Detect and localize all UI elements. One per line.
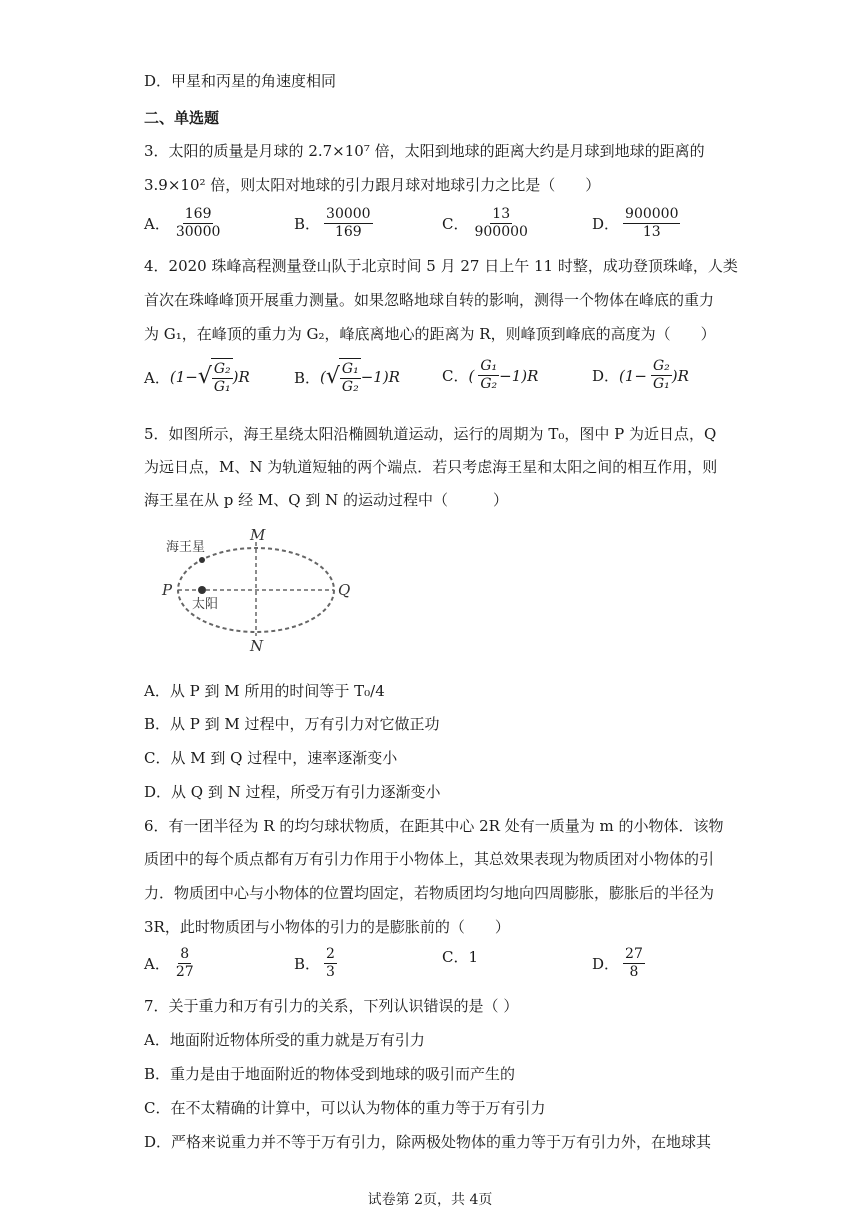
numerator: G₁	[341, 361, 359, 377]
numerator: 8	[180, 946, 190, 962]
point-n-label: N	[250, 637, 264, 655]
numerator: G₁	[480, 358, 498, 374]
q4-option-a[interactable]	[144, 358, 250, 396]
expr-prefix: (	[468, 366, 475, 385]
q4-option-d[interactable]	[592, 358, 689, 393]
expr-prefix: (	[320, 368, 326, 386]
q5-option-a[interactable]: A．从 P 到 M 所用的时间等于 T₀/4	[144, 682, 385, 700]
fraction	[174, 946, 196, 981]
fraction	[478, 358, 499, 393]
denominator: G₁	[653, 376, 670, 392]
option-label: C．	[442, 948, 469, 966]
q5-text-1: 5．如图所示，海王星绕太阳沿椭圆轨道运动，运行的周期为 T₀，图中 P 为近日点，Q	[144, 425, 717, 443]
option-label: B．	[294, 368, 321, 387]
neptune-dot	[199, 557, 205, 563]
fraction	[623, 946, 645, 981]
option-label: C．	[442, 215, 469, 233]
q3-option-d[interactable]	[592, 206, 680, 241]
numerator: G₂	[653, 358, 670, 374]
fraction	[623, 206, 680, 241]
option-label: D．	[592, 955, 620, 973]
option-value: 1	[468, 947, 479, 966]
sqrt-symbol: √ $\frac{\text{G₂}}{\text{G₁}}$	[198, 358, 233, 396]
fraction	[174, 206, 223, 241]
fraction	[324, 946, 337, 981]
point-p-label: P	[162, 581, 173, 599]
q7-option-a[interactable]: A．地面附近物体所受的重力就是万有引力	[144, 1031, 425, 1049]
option-label: A．	[144, 955, 170, 973]
fraction	[324, 206, 373, 241]
point-m-label: M	[250, 526, 266, 544]
denominator: 3	[326, 964, 335, 980]
q4-option-c[interactable]	[442, 358, 538, 393]
q3-options	[144, 206, 704, 246]
q5-option-c[interactable]: C．从 M 到 Q 过程中，速率逐渐变小	[144, 749, 398, 767]
sun-dot	[198, 586, 206, 594]
q3-option-c[interactable]	[442, 206, 530, 241]
q4-option-b[interactable]	[294, 358, 400, 396]
q6-text-1: 6．有一团半径为 R 的均匀球状物质，在距其中心 2R 处有一质量为 m 的小物体．该物	[144, 817, 724, 835]
q7-option-c[interactable]: C．在不太精确的计算中，可以认为物体的重力等于万有引力	[144, 1099, 546, 1117]
orbit-svg	[158, 524, 380, 656]
q7-text: 7．关于重力和万有引力的关系，下列认识错误的是（ ）	[144, 997, 519, 1015]
q5-option-d[interactable]: D．从 Q 到 N 过程，所受万有引力逐渐变小	[144, 783, 441, 801]
sun-label: 太阳	[192, 597, 219, 612]
q3-text-1: 3．太阳的质量是月球的 2.7×10⁷ 倍，太阳到地球的距离大约是月球到地球的距离的	[144, 142, 705, 160]
option-label: B．	[294, 215, 321, 233]
option-label: B．	[294, 955, 321, 973]
q6-option-c[interactable]	[442, 946, 478, 967]
point-q-label: Q	[338, 581, 351, 599]
numerator: 169	[184, 206, 212, 222]
option-label: C．	[442, 367, 469, 385]
numerator: 13	[492, 206, 511, 222]
q4-options	[144, 358, 704, 402]
q7-option-b[interactable]: B．重力是由于地面附近的物体受到地球的吸引而产生的	[144, 1065, 516, 1083]
fraction	[651, 358, 672, 393]
q5-text-2: 为远日点，M、N 为轨道短轴的两个端点．若只考虑海王星和太阳之间的相互作用，则	[144, 458, 718, 476]
option-label: D．	[592, 215, 620, 233]
numerator: 900000	[625, 206, 679, 222]
q3-text-2: 3.9×10² 倍，则太阳对地球的引力跟月球对地球引力之比是（ ）	[144, 176, 601, 194]
option-label: A．	[144, 368, 170, 387]
section-heading: 二、单选题	[144, 109, 220, 127]
numerator: G₂	[213, 361, 231, 377]
option-label: A．	[144, 215, 170, 233]
sqrt-symbol: √ $\frac{\text{G₁}}{\text{G₂}}$	[326, 358, 361, 396]
denominator: G₁	[213, 379, 231, 395]
q6-options	[144, 946, 704, 986]
denominator: 13	[642, 224, 661, 240]
q6-option-a[interactable]	[144, 946, 196, 981]
expr-suffix: −1)R	[360, 368, 400, 386]
expr-prefix: (1−	[619, 366, 647, 385]
q6-text-2: 质团中的每个质点都有万有引力作用于小物体上，其总效果表现为物质团对小物体的引	[144, 850, 715, 868]
q6-text-3: 力．物质团中心与小物体的位置均固定，若物质团均匀地向四周膨胀，膨胀后的半径为	[144, 884, 715, 902]
numerator: 2	[326, 946, 335, 962]
expr-suffix: )R	[671, 366, 689, 385]
q4-text-3: 为 G₁，在峰顶的重力为 G₂，峰底离地心的距离为 R，则峰顶到峰底的高度为（ ）	[144, 325, 716, 343]
q4-text-2: 首次在珠峰峰顶开展重力测量。如果忽略地球自转的影响，测得一个物体在峰底的重力	[144, 291, 715, 309]
q6-text-4: 3R，此时物质团与小物体的引力的是膨胀前的（ ）	[144, 918, 510, 936]
q5-text-3: 海王星在从 p 经 M、Q 到 N 的运动过程中（ ）	[144, 491, 508, 509]
q5-option-b[interactable]: B．从 P 到 M 过程中，万有引力对它做正功	[144, 715, 440, 733]
denominator: G₂	[480, 376, 498, 392]
numerator: 30000	[326, 206, 371, 222]
denominator: 30000	[175, 224, 221, 240]
q6-option-b[interactable]	[294, 946, 337, 981]
expr-suffix: )R	[232, 368, 250, 386]
expr-prefix: (1−	[169, 368, 198, 386]
denominator: G₂	[341, 379, 359, 395]
q6-option-d[interactable]	[592, 946, 645, 981]
denominator: 900000	[474, 224, 528, 240]
q7-option-d[interactable]: D．严格来说重力并不等于万有引力，除两极处物体的重力等于万有引力外，在地球其	[144, 1133, 712, 1151]
denominator: 27	[175, 964, 194, 980]
q3-option-a[interactable]	[144, 206, 222, 241]
q3-option-b[interactable]	[294, 206, 373, 241]
fraction	[472, 206, 529, 241]
denominator: 169	[334, 224, 362, 240]
q4-text-1: 4．2020 珠峰高程测量登山队于北京时间 5 月 27 日上午 11 时整，成功登顶珠峰，人类	[144, 257, 738, 275]
neptune-label: 海王星	[166, 540, 206, 555]
page-footer: 试卷第 2页，共 4页	[367, 1192, 493, 1208]
numerator: 27	[625, 946, 643, 962]
denominator: 8	[629, 964, 639, 980]
expr-suffix: −1)R	[499, 366, 539, 385]
q2-option-d: D．甲星和丙星的角速度相同	[144, 72, 337, 90]
option-label: D．	[592, 367, 620, 385]
orbit-diagram	[158, 524, 380, 656]
